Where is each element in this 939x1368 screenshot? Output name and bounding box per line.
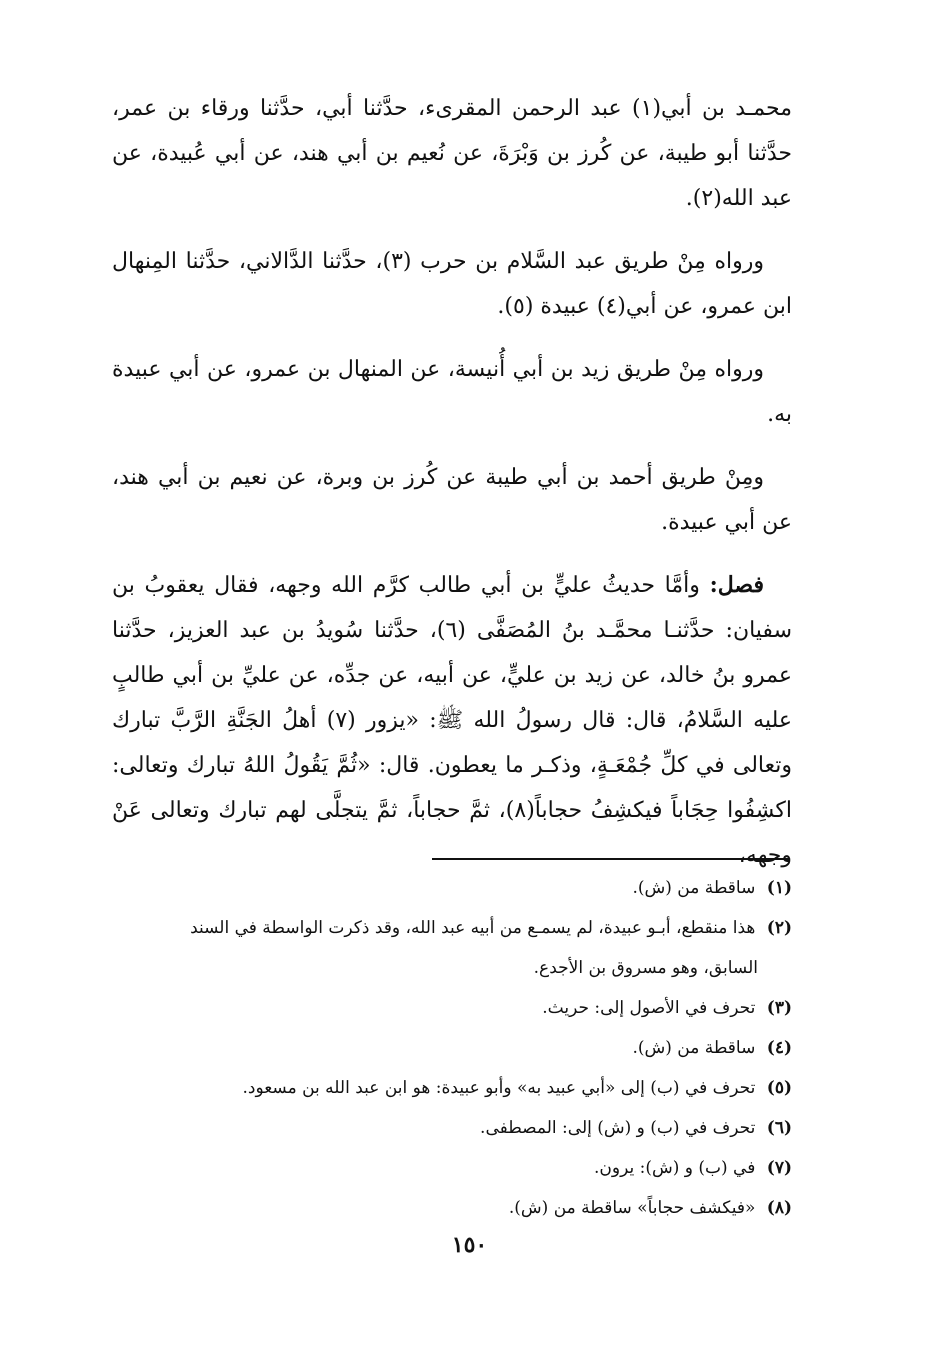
paragraph-text: وأمَّا حديثُ عليٍّ بن أبي طالب كرَّم الله وجهه، فقال يعقوبُ بن سفيان: حدَّثنـا محمَّـد بنُ المُصَفَّى (٦)، حدَّثنا سُويدُ بن عبد العزيز، حدَّثنا عمرو بنُ خالد، عن زيد بن عليٍّ، عن أبيه، عن جدِّه، عن عليِّ بن أبي طالبٍ عليه السَّلامُ، قال: قال رسولُ الله ﷺ: «يزور (٧) أهلُ الجَنَّةِ الرَّبَّ تبارك وتعالى في كلِّ جُمْعَـةٍ، وذكـر ما يعطون. قال: «ثُمَّ يَقُولُ اللهُ تبارك وتعالى: اكشِفُوا حِجَاباً فيكشِفُ حجاباً(٨)، ثمَّ حجاباً، ثمَّ يتجلَّى لهم تبارك وتعالى عَنْ وجهه،	[112, 573, 792, 868]
footnote-divider	[432, 858, 790, 860]
footnote-text: ساقطة من (ش).	[632, 878, 756, 898]
paragraph-3	[112, 347, 792, 437]
footnote-4	[112, 1028, 792, 1068]
footnote-5	[112, 1068, 792, 1108]
footnote-text: تحرف في (ب) إلى «أبي عبيد به» وأبو عبيدة: هو ابن عبد الله بن مسعود.	[242, 1078, 756, 1098]
footnote-8	[112, 1188, 792, 1228]
footnote-number: (٣)	[766, 998, 792, 1018]
paragraph-5	[112, 563, 792, 878]
footnote-2	[112, 908, 792, 948]
footnote-text: تحرف في الأصول إلى: حريث.	[542, 998, 756, 1018]
footnote-text: السابق، وهو مسروق بن الأجدع.	[533, 958, 758, 978]
footnote-text: في (ب) و (ش): يرون.	[594, 1158, 756, 1178]
paragraph-text: ورواه مِنْ طريق زيد بن أبي أُنيسة، عن المنهال بن عمرو، عن أبي عبيدة به.	[112, 357, 792, 427]
footnote-number: (٢)	[766, 918, 792, 938]
footnote-number: (٨)	[766, 1198, 792, 1218]
paragraph-text: ورواه مِنْ طريق عبد السَّلام بن حرب (٣)، حدَّثنا الدَّالاني، حدَّثنا المِنهال ابن عمرو، عن أبي(٤) عبيدة (٥).	[112, 249, 792, 319]
footnote-text: ساقطة من (ش).	[632, 1038, 756, 1058]
footnote-3	[112, 988, 792, 1028]
footnote-1	[112, 868, 792, 908]
footnote-number: (٤)	[766, 1038, 792, 1058]
paragraph-text: ومِنْ طريق أحمد بن أبي طيبة عن كُرز بن وبرة، عن نعيم بن أبي هند، عن أبي عبيدة.	[112, 465, 792, 535]
footnote-text: «فيكشف حجاباً» ساقطة من (ش).	[508, 1198, 756, 1218]
section-label: فصل:	[709, 572, 765, 598]
footnote-number: (٥)	[766, 1078, 792, 1098]
paragraph-text: محمـد بن أبي(١) عبد الرحمن المقرىء، حدَّثنا أبي، حدَّثنا ورقاء بن عمر، حدَّثنا أبو طيبة، عن كُرز بن وَبْرَةَ، عن نُعيم بن أبي هند، عن أبي عُبيدة، عن عبد الله(٢).	[112, 96, 792, 211]
footnote-text: تحرف في (ب) و (ش) إلى: المصطفى.	[480, 1118, 756, 1138]
footnote-text: هذا منقطع، أبـو عبيدة، لم يسمـع من أبيه عبد الله، وقد ذكرت الواسطة في السند	[190, 918, 756, 938]
paragraph-1	[112, 86, 792, 221]
footnote-2-continuation	[112, 948, 792, 988]
paragraph-2	[112, 239, 792, 329]
page-number: ١٥٠	[451, 1232, 488, 1258]
footnote-number: (٧)	[766, 1158, 792, 1178]
footnote-number: (١)	[766, 878, 792, 898]
footnote-7	[112, 1148, 792, 1188]
footnotes-block	[112, 868, 792, 1228]
main-text-block	[112, 86, 792, 878]
footnote-number: (٦)	[766, 1118, 792, 1138]
footnote-6	[112, 1108, 792, 1148]
paragraph-4	[112, 455, 792, 545]
